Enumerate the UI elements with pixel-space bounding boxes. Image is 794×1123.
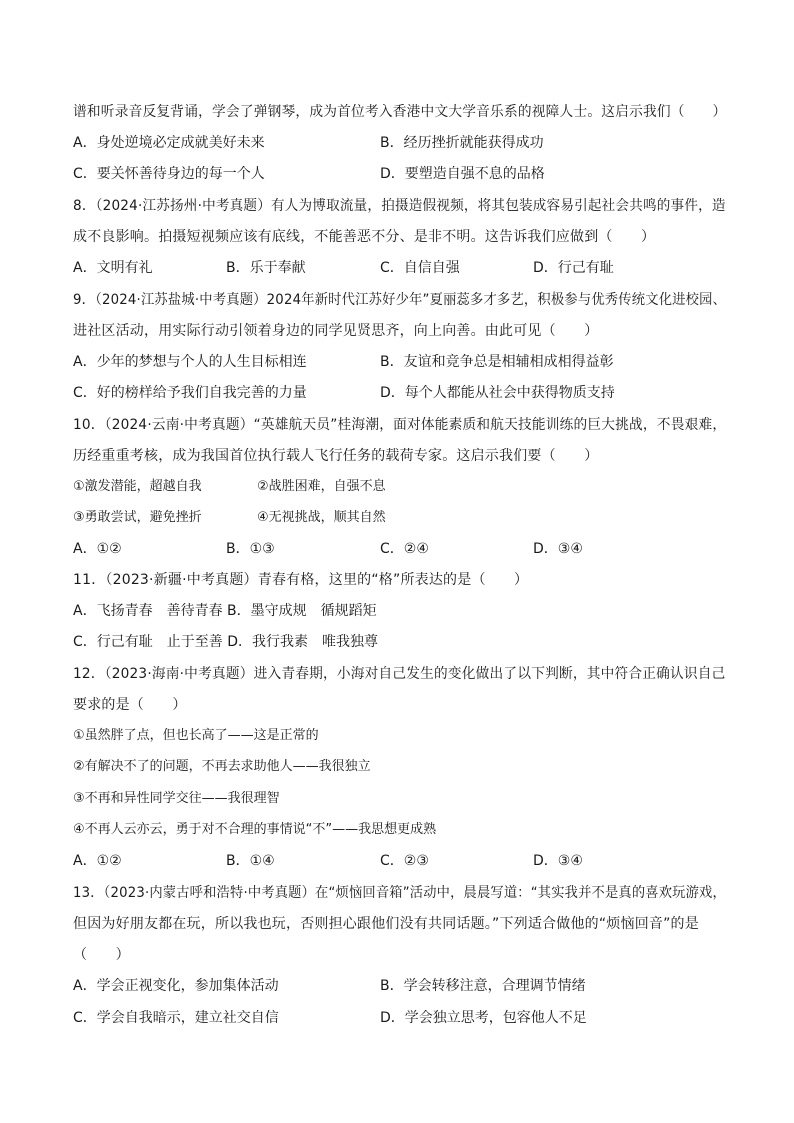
q7-option-d: D．要塑造自强不息的品格: [380, 166, 545, 182]
q12-statement-3: ③不再和异性同学交往——我很理智: [73, 791, 280, 806]
q12-option-b: B．①④: [226, 853, 275, 869]
q10-statement-2: ②战胜困难，自强不息: [257, 479, 386, 494]
q11-options-cd: C．行己有耻 止于至善 D．我行我素 唯我独尊: [73, 634, 379, 650]
q12-option-c: C．②③: [380, 853, 429, 869]
q7-stem-tail: 谱和听录音反复背诵，学会了弹钢琴，成为首位考入香港中文大学音乐系的视障人士。这启示我们（ ）: [73, 104, 727, 120]
q12-statement-1: ①虽然胖了点，但也长高了——这是正常的: [73, 728, 319, 743]
q10-option-d: D．③④: [533, 541, 583, 557]
q10-statement-3: ③勇敢尝试，避免挫折: [73, 510, 202, 525]
q10-option-a: A．①②: [73, 541, 122, 557]
q12-statement-2: ②有解决不了的问题，不再去求助他人——我很独立: [73, 759, 371, 774]
q9-option-b: B．友谊和竞争总是相辅相成相得益彰: [380, 354, 614, 370]
q13-stem-line2: 但因为好朋友都在玩，所以我也玩，否则担心跟他们没有共同话题。”下列适合做他的“烦恼回音”的是: [73, 916, 699, 932]
q7-option-a: A．身处逆境必定成就美好未来: [73, 135, 265, 151]
q13-option-a: A．学会正视变化，参加集体活动: [73, 978, 279, 994]
q10-option-c: C．②④: [380, 541, 429, 557]
q13-option-b: B．学会转移注意，合理调节情绪: [380, 978, 586, 994]
q9-stem-line1: 9．（2024·江苏盐城·中考真题）2024年新时代江苏好少年”夏丽蕊多才多艺，积极参与优秀传统文化进校园、: [73, 292, 727, 308]
q13-option-c: C．学会自我暗示，建立社交自信: [73, 1010, 279, 1026]
q10-statement-1: ①激发潜能，超越自我: [73, 479, 202, 494]
q8-option-a: A．文明有礼: [73, 260, 153, 276]
q8-option-c: C．自信自强: [380, 260, 460, 276]
q13-stem-line3: （ ）: [73, 947, 130, 963]
q7-option-c: C．要关怀善待身边的每一个人: [73, 166, 265, 182]
q12-statement-4: ④不再人云亦云，勇于对不合理的事情说“不”——我思想更成熟: [73, 822, 437, 837]
q8-stem-line1: 8．（2024·江苏扬州·中考真题）有人为博取流量，拍摄造假视频，将其包装成容易引起社会共鸣的事件，造: [73, 198, 726, 214]
q10-statement-4: ④无视挑战，顺其自然: [257, 510, 386, 525]
q11-options-ab: A．飞扬青春 善待青春 B．墨守成规 循规蹈矩: [73, 603, 377, 619]
q13-stem-line1: 13．（2023·内蒙古呼和浩特·中考真题）在“烦恼回音箱”活动中，晨晨写道：“其实我并不是真的喜欢玩游戏，: [73, 885, 726, 901]
q10-stem-line1: 10．（2024·云南·中考真题）“英雄航天员”桂海潮，面对体能素质和航天技能训练的巨大挑战，不畏艰难，: [73, 417, 727, 433]
q8-option-b: B．乐于奉献: [226, 260, 306, 276]
q13-option-d: D．学会独立思考，包容他人不足: [380, 1010, 587, 1026]
q12-stem-line2: 要求的是（ ）: [73, 697, 187, 713]
q10-stem-line2: 历经重重考核，成为我国首位执行载人飞行任务的载荷专家。这启示我们要（ ）: [73, 448, 599, 464]
q9-stem-line2: 进社区活动，用实际行动引领着身边的同学见贤思齐，向上向善。由此可见（ ）: [73, 323, 599, 339]
q12-option-a: A．①②: [73, 853, 122, 869]
q11-stem: 11．（2023·新疆·中考真题）青春有格，这里的“格”所表达的是（ ）: [73, 572, 529, 588]
q8-stem-line2: 成不良影响。拍摄短视频应该有底线，不能善恶不分、是非不明。这告诉我们应做到（ ）: [73, 229, 656, 245]
q12-option-d: D．③④: [533, 853, 583, 869]
q8-option-d: D．行己有耻: [533, 260, 614, 276]
q9-option-d: D．每个人都能从社会中获得物质支持: [380, 385, 615, 401]
q12-stem-line1: 12．（2023·海南·中考真题）进入青春期，小海对自己发生的变化做出了以下判断，其中符合正确认识自己: [73, 666, 726, 682]
q9-option-c: C．好的榜样给予我们自我完善的力量: [73, 385, 307, 401]
q10-option-b: B．①③: [226, 541, 275, 557]
q7-option-b: B．经历挫折就能获得成功: [380, 135, 544, 151]
q9-option-a: A．少年的梦想与个人的人生目标相连: [73, 354, 307, 370]
